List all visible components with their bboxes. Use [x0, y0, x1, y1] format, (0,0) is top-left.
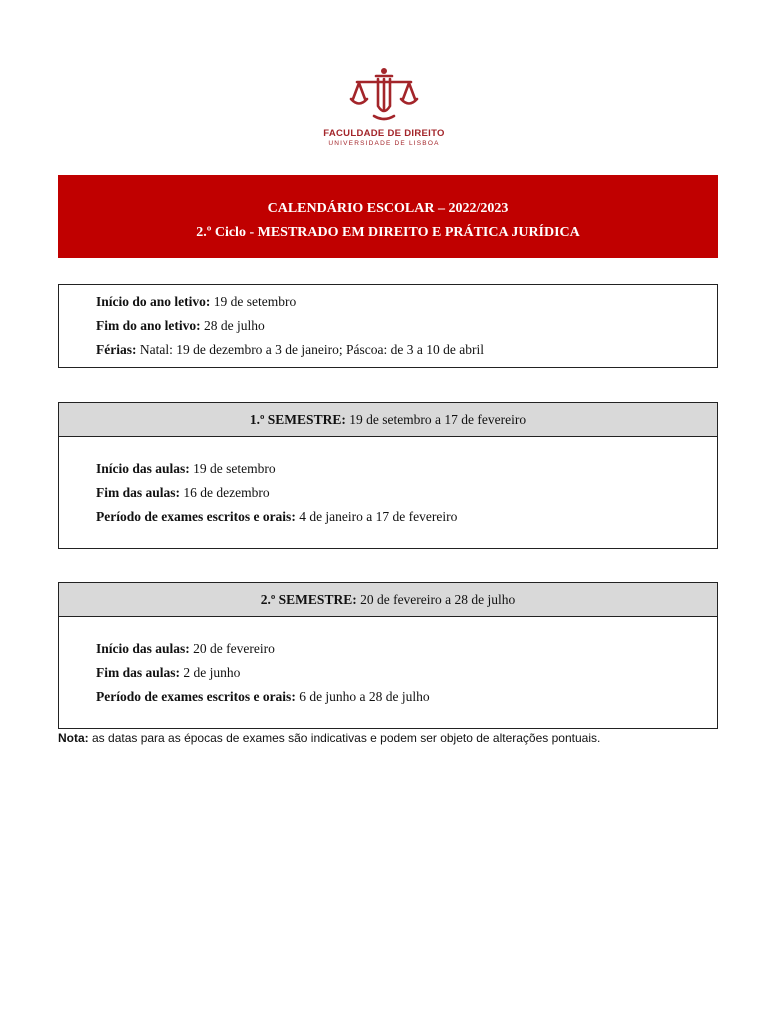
- row-value: 20 de fevereiro: [189, 641, 275, 656]
- row-label: Fim das aulas:: [96, 485, 181, 500]
- row-value: 6 de junho a 28 de julho: [295, 689, 430, 704]
- classes-end-row: [96, 481, 717, 505]
- logo-faculty-name: FACULDADE DE DIREITO: [323, 128, 445, 139]
- row-value: Natal: 19 de dezembro a 3 de janeiro; Páscoa: de 3 a 10 de abril: [136, 342, 484, 357]
- footnote-label: Nota:: [58, 731, 89, 745]
- classes-start-row: [96, 637, 717, 661]
- row-label: Início das aulas:: [96, 641, 190, 656]
- semester-2-box: [58, 582, 718, 729]
- row-value: 19 de setembro: [189, 461, 276, 476]
- row-label: Período de exames escritos e orais:: [96, 689, 296, 704]
- exam-period-row: [96, 505, 717, 529]
- title-banner: [58, 175, 718, 258]
- row-label: Período de exames escritos e orais:: [96, 509, 296, 524]
- row-label: Início do ano letivo:: [96, 294, 211, 309]
- academic-year-end-row: [96, 314, 717, 338]
- classes-end-row: [96, 661, 717, 685]
- general-dates-box: [58, 284, 718, 368]
- row-value: 4 de janeiro a 17 de fevereiro: [295, 509, 458, 524]
- semester-1-box: [58, 402, 718, 549]
- holidays-row: [96, 338, 717, 362]
- semester-2-heading-label: 2.º SEMESTRE:: [260, 592, 357, 607]
- logo-university-name: UNIVERSIDADE DE LISBOA: [328, 140, 440, 147]
- academic-year-start-row: [96, 290, 717, 314]
- faculty-logo: [300, 66, 468, 156]
- exam-period-row: [96, 685, 717, 709]
- row-value: 19 de setembro: [210, 294, 297, 309]
- footnote: [58, 730, 600, 746]
- semester-2-heading-value: 20 de fevereiro a 28 de julho: [356, 592, 516, 607]
- semester-1-heading: [59, 403, 717, 437]
- semester-1-heading-label: 1.º SEMESTRE:: [249, 412, 346, 427]
- row-value: 2 de junho: [180, 665, 241, 680]
- scales-of-justice-icon: [349, 66, 419, 124]
- row-label: Fim das aulas:: [96, 665, 181, 680]
- footnote-text: as datas para as épocas de exames são indicativas e podem ser objeto de alterações pontuais.: [88, 731, 601, 745]
- row-label: Fim do ano letivo:: [96, 318, 201, 333]
- row-label: Férias:: [96, 342, 137, 357]
- calendar-title: CALENDÁRIO ESCOLAR – 2022/2023: [267, 201, 509, 216]
- row-value: 28 de julho: [200, 318, 265, 333]
- row-label: Início das aulas:: [96, 461, 190, 476]
- classes-start-row: [96, 457, 717, 481]
- programme-subtitle: 2.º Ciclo - MESTRADO EM DIREITO E PRÁTICA JURÍDICA: [196, 225, 580, 240]
- row-value: 16 de dezembro: [180, 485, 270, 500]
- semester-2-heading: [59, 583, 717, 617]
- semester-1-heading-value: 19 de setembro a 17 de fevereiro: [345, 412, 527, 427]
